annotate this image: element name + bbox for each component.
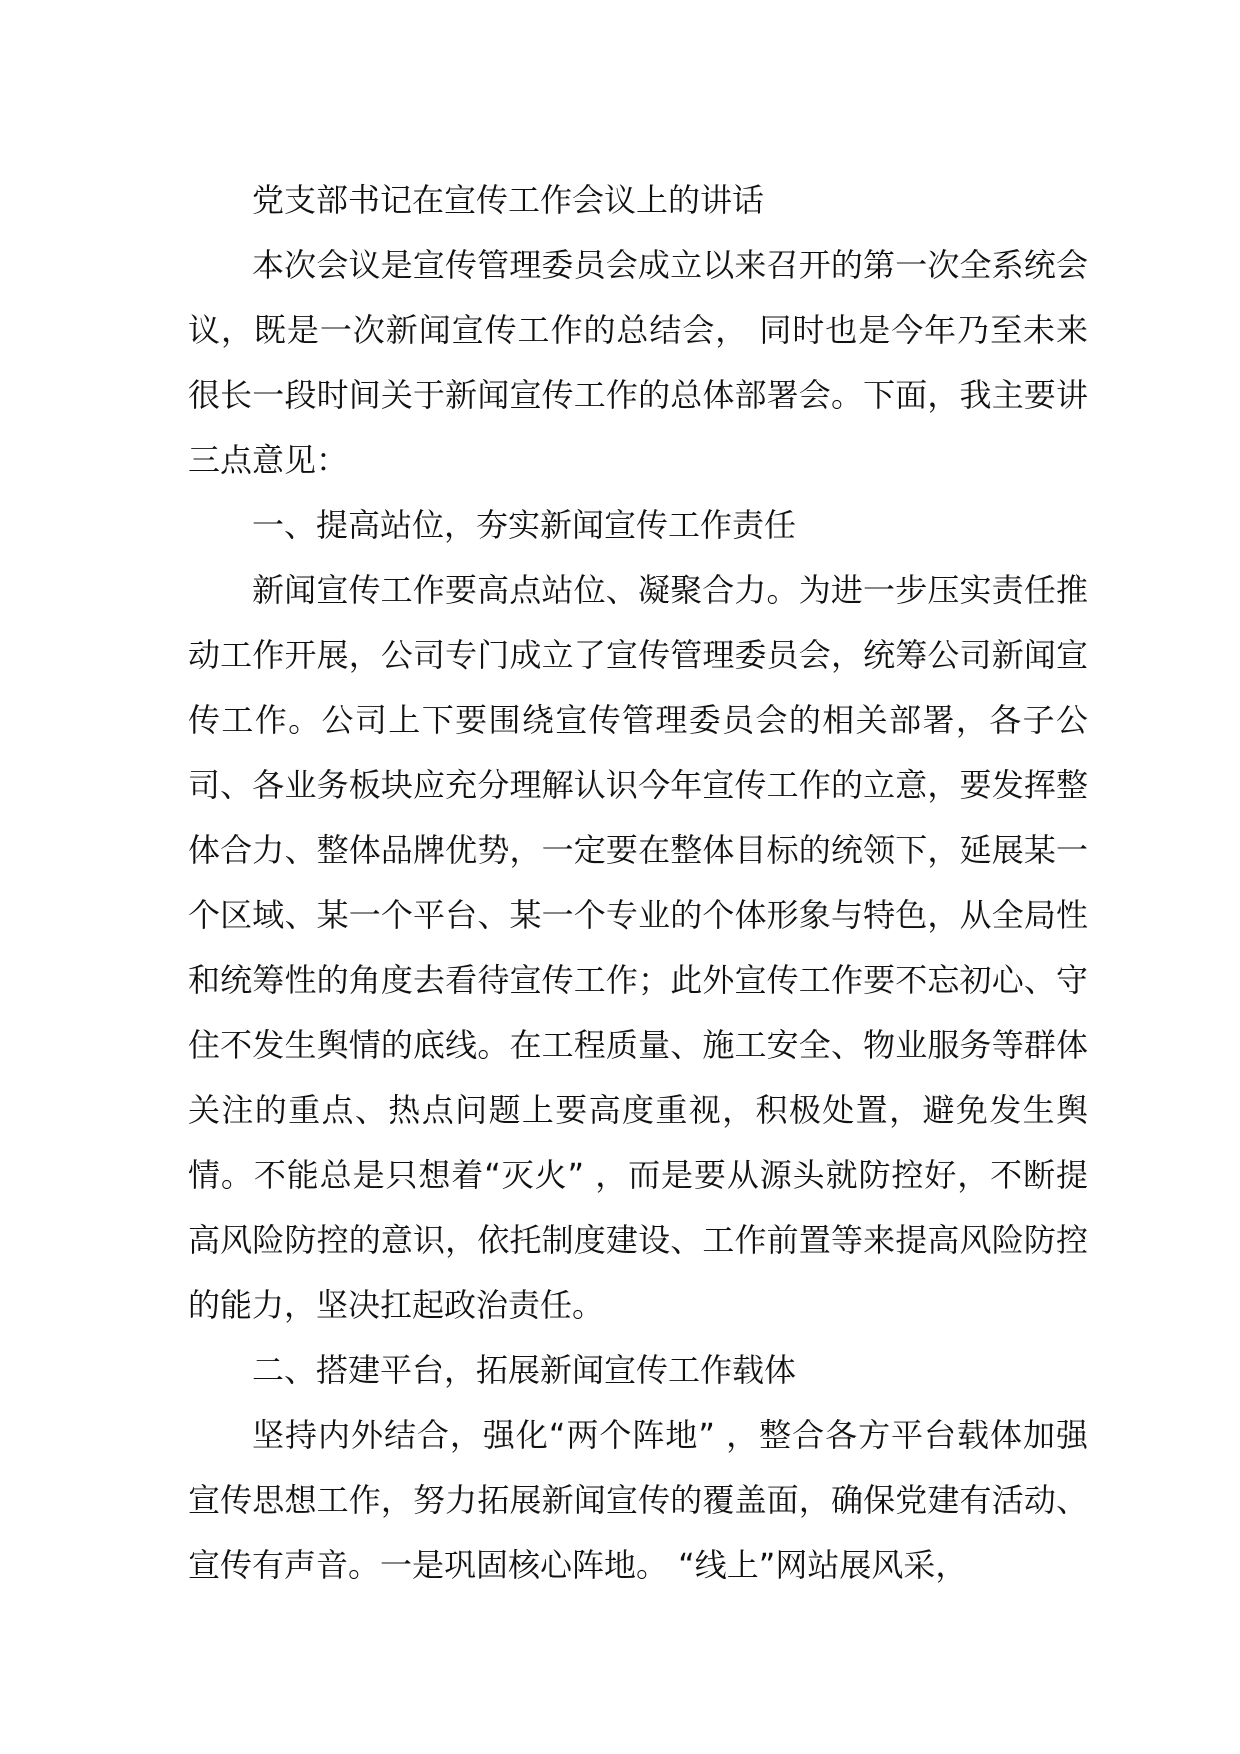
document-body [188,168,1088,1598]
section-heading-1: 一、提高站位，夯实新闻宣传工作责任 [252,506,797,544]
paragraph-section-2: 坚持内外结合，强化“两个阵地” ，整合各方平台载体加强宣传思想工作，努力拓展新闻宣传的覆盖面，确保党建有活动、宣传有声音。一是巩固核心阵地。 “线上”网站展风采， [188,1416,1088,1584]
paragraph-intro: 本次会议是宣传管理委员会成立以来召开的第一次全系统会议，既是一次新闻宣传工作的总结会， 同时也是今年乃至未来很长一段时间关于新闻宣传工作的总体部署会。下面，我主要讲三点意见： [188,246,1088,479]
document-title: 党支部书记在宣传工作会议上的讲话 [252,181,765,219]
paragraph-section-1: 新闻宣传工作要高点站位、凝聚合力。为进一步压实责任推动工作开展，公司专门成立了宣传管理委员会，统筹公司新闻宣传工作。公司上下要围绕宣传管理委员会的相关部署，各子公司、各业务板块应充分理解认识今年宣传工作的立意，要发挥整体合力、整体品牌优势，一定要在整体目标的统领下，延展某一个区域、某一个平台、某一个专业的个体形象与特色，从全局性和统筹性的角度去看待宣传工作；此外宣传工作要不忘初心、守住不发生舆情的底线。在工程质量、施工安全、物业服务等群体关注的重点、热点问题上要高度重视，积极处置，避免发生舆情。不能总是只想着“灭火” ，而是要从源头就防控好，不断提高风险防控的意识，依托制度建设、工作前置等来提高风险防控的能力，坚决扛起政治责任。 [188,571,1088,1324]
section-heading-2: 二、搭建平台，拓展新闻宣传工作载体 [252,1351,797,1389]
